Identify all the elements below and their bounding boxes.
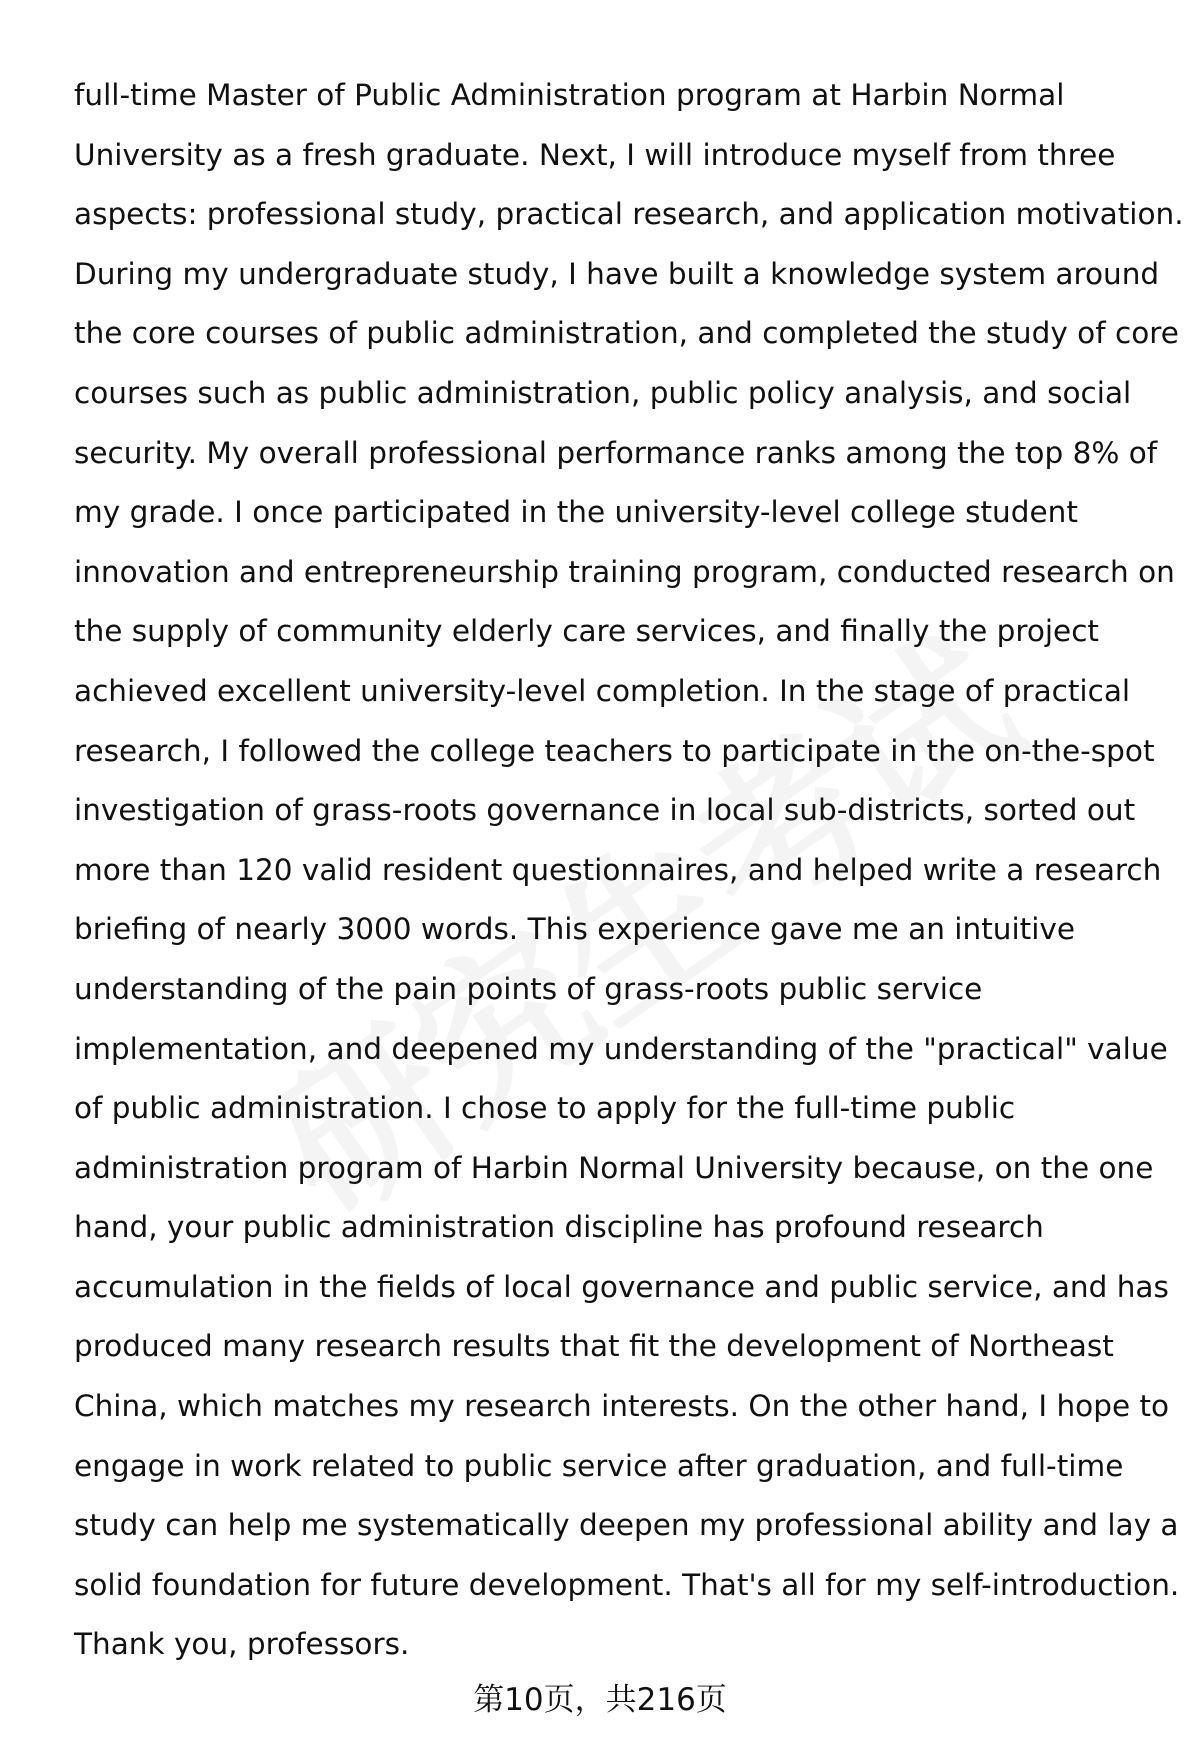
- text-line: Thank you, professors.: [74, 1627, 410, 1662]
- text-line: security. My overall professional performance ranks among the top 8% of: [74, 435, 1158, 470]
- text-line: China, which matches my research interests. On the other hand, I hope to: [74, 1389, 1170, 1424]
- text-line: achieved excellent university-level completion. In the stage of practical: [74, 673, 1131, 708]
- text-line: implementation, and deepened my understanding of the "practical" value: [74, 1031, 1168, 1066]
- text-line: engage in work related to public service after graduation, and full-time: [74, 1448, 1124, 1483]
- text-line: investigation of grass-roots governance in local sub-districts, sorted out: [74, 793, 1136, 828]
- document-body: [74, 66, 1184, 1675]
- text-line: solid foundation for future development. That's all for my self-introduction.: [74, 1567, 1180, 1602]
- text-line: briefing of nearly 3000 words. This experience gave me an intuitive: [74, 912, 1076, 947]
- text-line: more than 120 valid resident questionnaires, and helped write a research: [74, 852, 1162, 887]
- text-line: the core courses of public administration, and completed the study of core: [74, 316, 1179, 351]
- text-line: University as a fresh graduate. Next, I will introduce myself from three: [74, 137, 1116, 172]
- text-line: administration program of Harbin Normal University because, on the one: [74, 1150, 1154, 1185]
- text-line: of public administration. I chose to apply for the full-time public: [74, 1091, 1016, 1126]
- text-line: research, I followed the college teachers to participate in the on-the-spot: [74, 733, 1155, 768]
- text-line: understanding of the pain points of grass-roots public service: [74, 971, 983, 1006]
- text-line: innovation and entrepreneurship training program, conducted research on: [74, 554, 1175, 589]
- text-line: full-time Master of Public Administration program at Harbin Normal: [74, 78, 1065, 112]
- text-line: accumulation in the fields of local governance and public service, and has: [74, 1269, 1169, 1304]
- text-line: During my undergraduate study, I have built a knowledge system around: [74, 256, 1160, 291]
- text-line: produced many research results that fit the development of Northeast: [74, 1329, 1114, 1364]
- text-line: my grade. I once participated in the university-level college student: [74, 495, 1078, 530]
- text-line: courses such as public administration, public policy analysis, and social: [74, 375, 1132, 410]
- text-line: hand, your public administration discipline has profound research: [74, 1210, 1044, 1245]
- text-line: study can help me systematically deepen my professional ability and lay a: [74, 1508, 1179, 1543]
- text-line: aspects: professional study, practical research, and application motivation.: [74, 197, 1184, 232]
- text-line: the supply of community elderly care services, and finally the project: [74, 614, 1099, 649]
- page-number: 第10页，共216页: [473, 1682, 727, 1718]
